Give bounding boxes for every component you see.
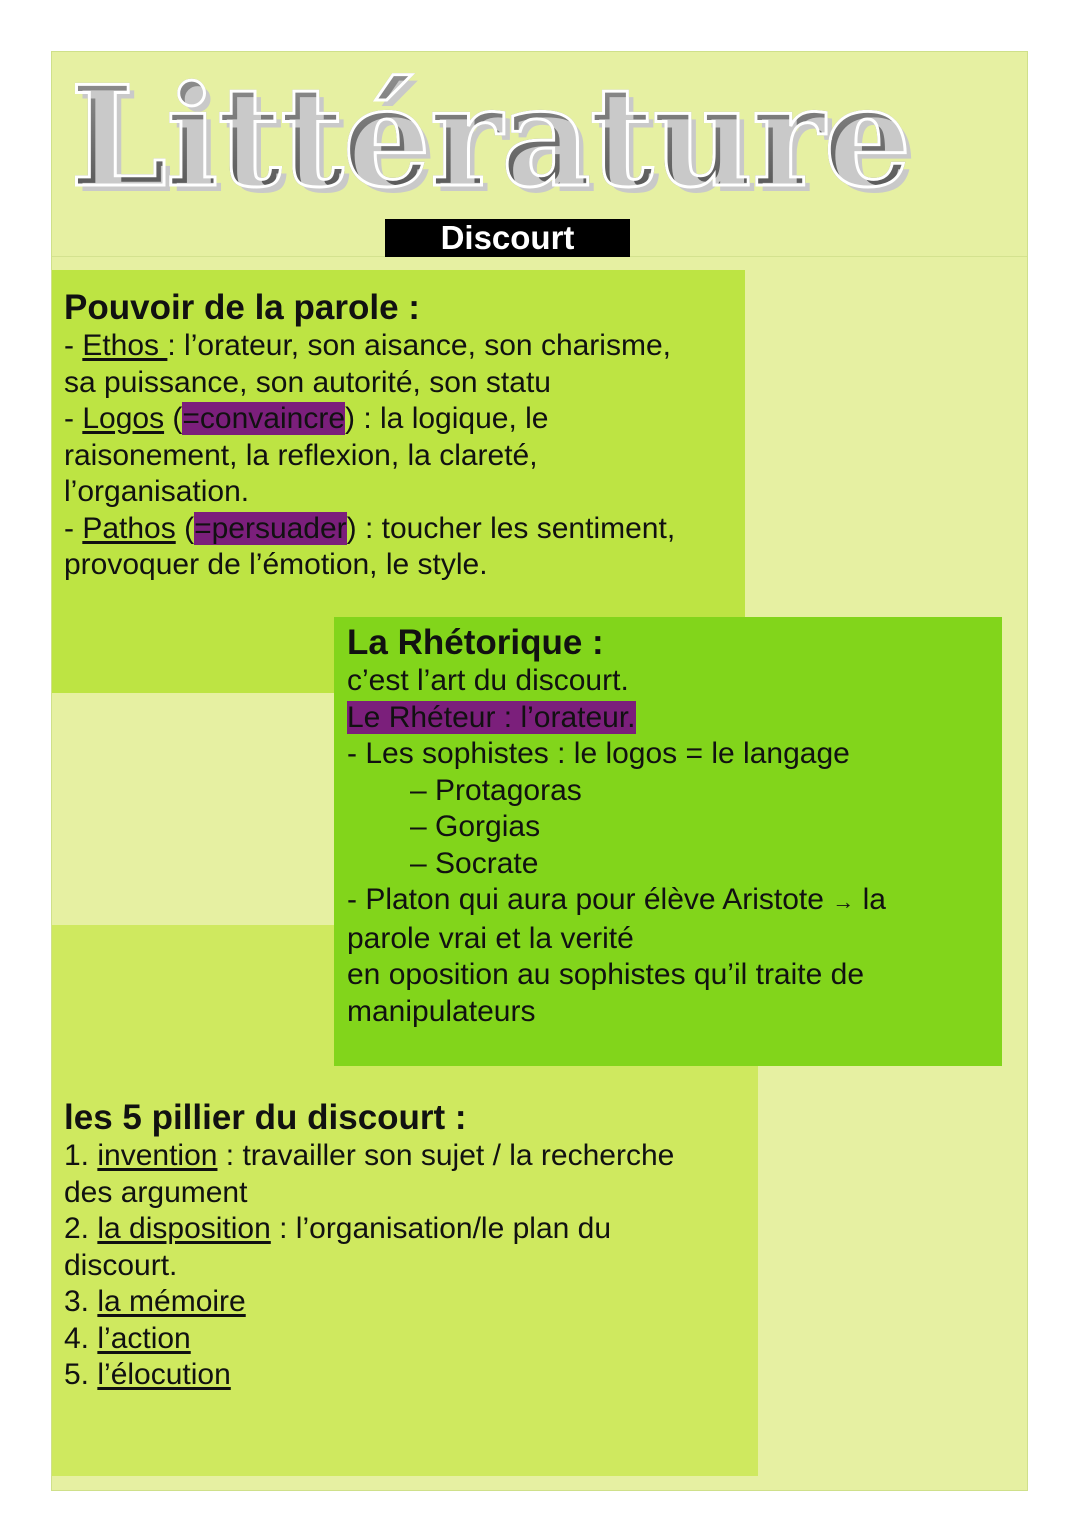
term-ethos: Ethos	[82, 329, 168, 362]
section-rhetorique	[334, 617, 1002, 1066]
section-heading: Pouvoir de la parole :	[64, 288, 420, 327]
sophiste-name: – Socrate	[410, 846, 539, 880]
pilier-item-1-cont: des argument	[64, 1175, 248, 1209]
page-title: Littérature	[70, 52, 1030, 222]
pilier-term: invention	[97, 1139, 218, 1172]
platon-line	[347, 882, 990, 921]
rhetorique-definition: c’est l’art du discourt.	[347, 664, 629, 697]
logos-line-3: l’organisation.	[64, 475, 250, 508]
item-number: 5.	[64, 1358, 98, 1391]
paren-open: (	[164, 402, 183, 435]
logos-line	[64, 401, 733, 438]
arrow-right-icon: →	[832, 889, 855, 914]
ethos-line	[64, 328, 733, 365]
pilier-item-2	[64, 1211, 746, 1248]
platon-text-end: la	[854, 883, 886, 916]
pathos-line	[64, 511, 733, 548]
platon-line-2: parole vrai et la verité	[347, 921, 634, 955]
logos-text: ) : la logique, le	[345, 402, 549, 435]
pilier-item-2-cont: discourt.	[64, 1248, 178, 1282]
pilier-term: l’action	[97, 1321, 191, 1355]
item-number: 1.	[64, 1139, 98, 1172]
item-number: 3.	[64, 1285, 98, 1318]
term-pathos: Pathos	[82, 511, 176, 545]
highlight-rheteur: Le Rhéteur : l’orateur.	[347, 700, 636, 734]
logos-line-2: raisonement, la reflexion, la clareté,	[64, 438, 538, 472]
pilier-item-3	[64, 1284, 746, 1321]
ethos-line-2: sa puissance, son autorité, son statu	[64, 365, 551, 399]
pilier-item-4	[64, 1321, 746, 1358]
bullet: -	[64, 511, 83, 545]
sophiste-name: – Gorgias	[410, 810, 541, 843]
pilier-item-1	[64, 1138, 746, 1175]
paren-open: (	[175, 511, 195, 545]
highlight-persuader: =persuader	[194, 511, 347, 545]
ethos-text: : l’orateur, son aisance, son charisme,	[167, 329, 671, 362]
bullet: -	[64, 402, 83, 435]
page-subtitle: Discourt	[385, 219, 630, 257]
rheteur-line	[347, 700, 990, 737]
highlight-convaincre: =convaincre	[182, 402, 346, 435]
sophistes-line: - Les sophistes : le logos = le langage	[347, 737, 850, 770]
pilier-term: la disposition	[97, 1212, 271, 1245]
pathos-line-2: provoquer de l’émotion, le style.	[64, 548, 488, 581]
pilier-term: la mémoire	[97, 1285, 246, 1318]
sophiste-name: – Protagoras	[410, 773, 582, 807]
item-number: 4.	[64, 1321, 98, 1355]
section-heading: La Rhétorique :	[347, 623, 604, 662]
platon-text: - Platon qui aura pour élève Aristote	[347, 883, 833, 916]
pilier-text: : travailler son sujet / la recherche	[217, 1139, 675, 1172]
bullet: -	[64, 329, 83, 362]
section-heading: les 5 pillier du discourt :	[64, 1098, 467, 1137]
pilier-item-5	[64, 1357, 746, 1394]
platon-line-3: en oposition au sophistes qu’il traite de	[347, 958, 865, 991]
term-logos: Logos	[82, 402, 165, 435]
item-number: 2.	[64, 1212, 98, 1245]
pathos-text: ) : toucher les sentiment,	[346, 511, 676, 545]
platon-line-4: manipulateurs	[347, 994, 536, 1028]
pilier-term: l’élocution	[97, 1358, 231, 1391]
pilier-text: : l’organisation/le plan du	[270, 1212, 612, 1245]
